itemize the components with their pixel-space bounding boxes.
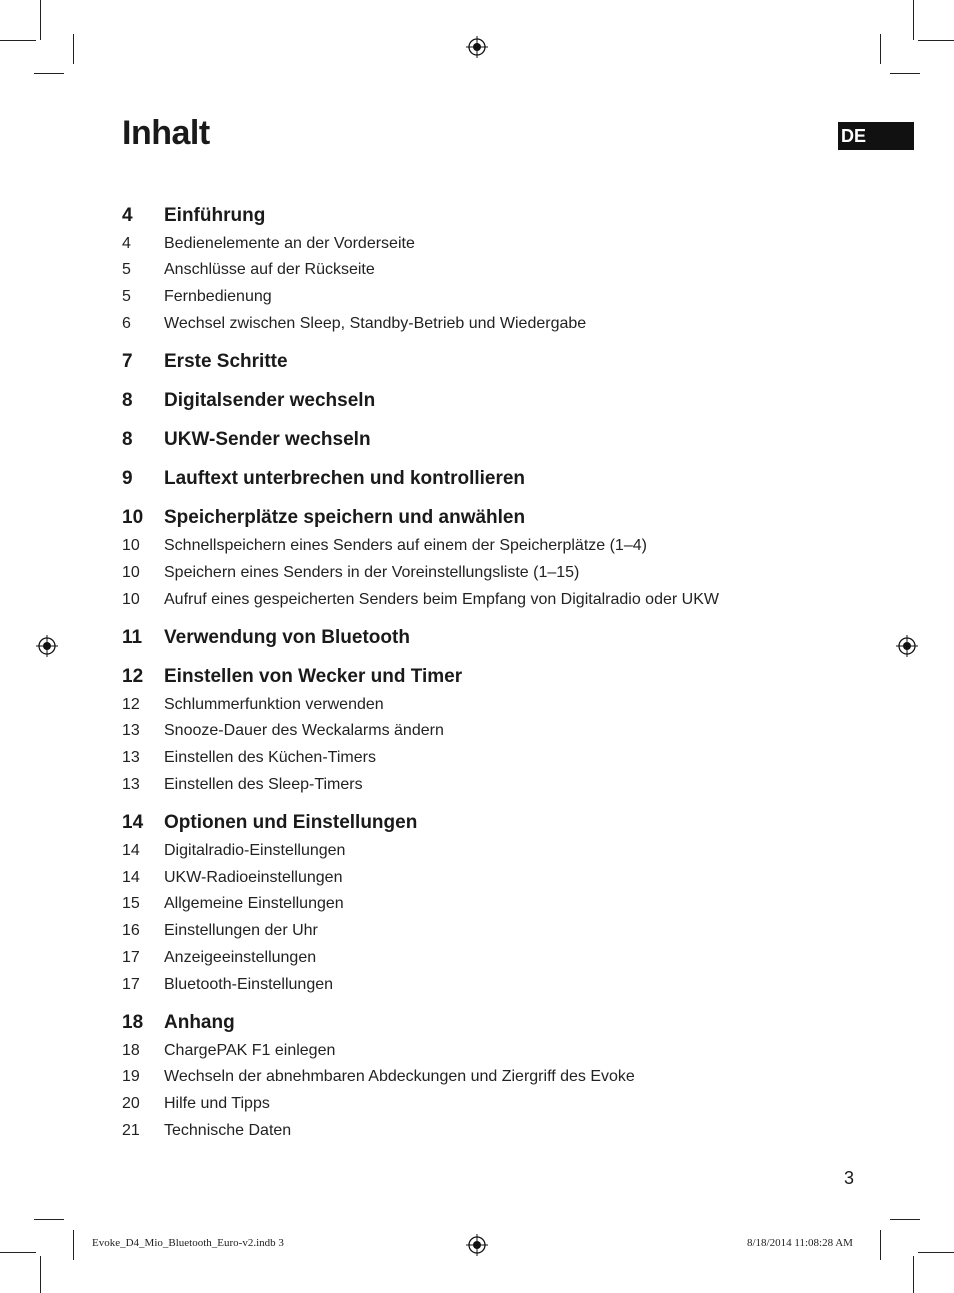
toc-page-number: 14 <box>122 842 140 859</box>
toc-title: Schnellspeichern eines Senders auf einem der Speicherplätze (1–4) <box>164 537 647 554</box>
toc-title: Digitalsender wechseln <box>164 390 376 411</box>
crop-mark <box>0 40 36 41</box>
page-title: Inhalt <box>122 114 210 152</box>
toc-page-number: 20 <box>122 1095 140 1112</box>
toc-page-number: 13 <box>122 722 140 739</box>
toc-title: UKW-Radioeinstellungen <box>164 869 343 886</box>
toc-page-number: 14 <box>122 812 144 833</box>
toc-title: Speicherplätze speichern und anwählen <box>164 507 526 528</box>
toc-title: Wechseln der abnehmbaren Abdeckungen und Ziergriff des Evoke <box>164 1068 635 1085</box>
toc-title: Bedienelemente an der Vorderseite <box>164 235 415 252</box>
crop-mark <box>0 1252 36 1253</box>
toc-page-number: 11 <box>122 627 143 648</box>
toc-title: Aufruf eines gespeicherten Senders beim Empfang von Digitalradio oder UKW <box>164 591 719 608</box>
toc-title: Technische Daten <box>164 1122 292 1139</box>
toc-title: ChargePAK F1 einlegen <box>164 1042 336 1059</box>
toc-title: Anschlüsse auf der Rückseite <box>164 261 375 278</box>
toc-title: Digitalradio-Einstellungen <box>164 842 346 859</box>
toc-page-number: 10 <box>122 564 140 581</box>
toc-title: Verwendung von Bluetooth <box>164 627 410 648</box>
language-tab: DE <box>838 122 914 150</box>
crop-mark <box>913 0 914 40</box>
toc-page-number: 5 <box>122 288 131 305</box>
toc-title: Einstellen des Sleep-Timers <box>164 776 363 793</box>
toc-title: Erste Schritte <box>164 351 288 372</box>
toc-title: Wechsel zwischen Sleep, Standby-Betrieb und Wiedergabe <box>164 315 587 332</box>
toc-page-number: 12 <box>122 696 140 713</box>
toc-page-number: 19 <box>122 1068 140 1085</box>
crop-mark <box>40 0 41 40</box>
toc-title: Einstellen des Küchen-Timers <box>164 749 376 766</box>
crop-mark <box>880 34 881 64</box>
registration-mark-icon <box>466 36 488 58</box>
crop-mark <box>34 1219 64 1220</box>
toc-title: Lauftext unterbrechen und kontrollieren <box>164 468 526 489</box>
footer-filename: Evoke_D4_Mio_Bluetooth_Euro-v2.indb 3 <box>92 1237 284 1249</box>
toc-title: Anhang <box>164 1012 235 1033</box>
toc-page-number: 13 <box>122 776 140 793</box>
toc-title: Schlummerfunktion verwenden <box>164 696 384 713</box>
toc-page-number: 16 <box>122 922 140 939</box>
toc-page-number: 13 <box>122 749 140 766</box>
toc-page-number: 17 <box>122 949 140 966</box>
crop-mark <box>40 1256 41 1293</box>
footer-timestamp: 8/18/2014 11:08:28 AM <box>747 1237 853 1249</box>
toc-page-number: 6 <box>122 315 131 332</box>
toc-page-number: 4 <box>122 205 133 226</box>
toc-page-number: 12 <box>122 666 144 687</box>
crop-mark <box>918 40 954 41</box>
toc-title: Einstellungen der Uhr <box>164 922 318 939</box>
toc-page-number: 14 <box>122 869 140 886</box>
toc-page-number: 18 <box>122 1042 140 1059</box>
toc-title: Einführung <box>164 205 266 226</box>
crop-mark <box>34 73 64 74</box>
toc-page-number: 10 <box>122 537 140 554</box>
toc-page-number: 8 <box>122 429 133 450</box>
toc-page-number: 15 <box>122 895 140 912</box>
crop-mark <box>890 73 920 74</box>
toc-title: Bluetooth-Einstellungen <box>164 976 334 993</box>
toc-page-number: 9 <box>122 468 133 489</box>
toc-page-number: 5 <box>122 261 131 278</box>
toc-page-number: 21 <box>122 1122 140 1139</box>
toc-page-number: 7 <box>122 351 133 372</box>
toc-title: Speichern eines Senders in der Voreinstellungsliste (1–15) <box>164 564 580 581</box>
toc-title: Allgemeine Einstellungen <box>164 895 344 912</box>
toc-title: Fernbedienung <box>164 288 272 305</box>
crop-mark <box>73 34 74 64</box>
toc-page-number: 10 <box>122 507 144 528</box>
crop-mark <box>73 1230 74 1260</box>
toc-page-number: 10 <box>122 591 140 608</box>
registration-mark-icon <box>466 1234 488 1256</box>
toc-title: Optionen und Einstellungen <box>164 812 418 833</box>
toc-page-number: 18 <box>122 1012 144 1033</box>
toc-title: Einstellen von Wecker und Timer <box>164 666 463 687</box>
crop-mark <box>890 1219 920 1220</box>
crop-mark <box>880 1230 881 1260</box>
registration-mark-icon <box>896 635 918 657</box>
registration-mark-icon <box>36 635 58 657</box>
crop-mark <box>913 1256 914 1293</box>
toc-title: Hilfe und Tipps <box>164 1095 270 1112</box>
toc-title: UKW-Sender wechseln <box>164 429 371 450</box>
toc-page-number: 17 <box>122 976 140 993</box>
toc-title: Snooze-Dauer des Weckalarms ändern <box>164 722 444 739</box>
toc-page-number: 4 <box>122 235 131 252</box>
toc-title: Anzeigeeinstellungen <box>164 949 317 966</box>
crop-mark <box>918 1252 954 1253</box>
toc-page-number: 8 <box>122 390 133 411</box>
page-number: 3 <box>844 1168 855 1188</box>
